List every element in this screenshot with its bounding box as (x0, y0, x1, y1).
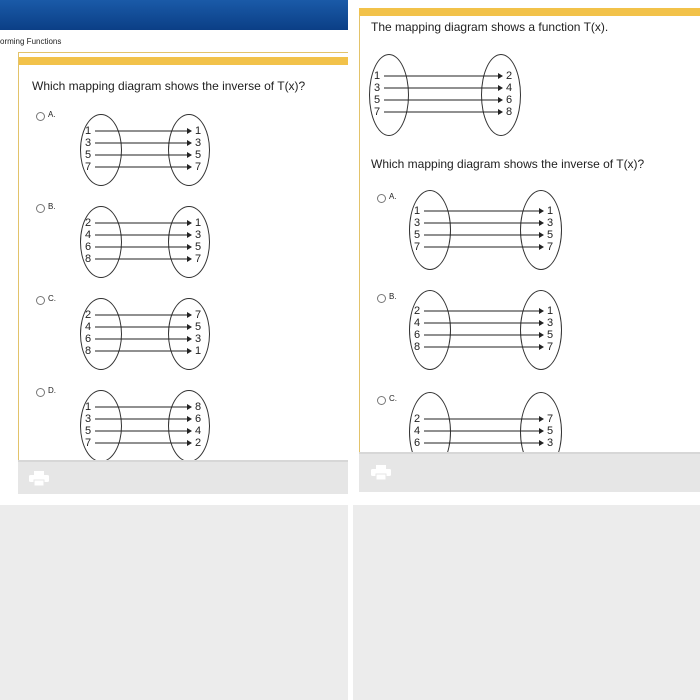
domain-value: 2 (413, 304, 421, 317)
arrow-head (498, 109, 503, 115)
domain-value: 4 (84, 320, 92, 333)
toolbar-footer (359, 452, 700, 492)
domain-value: 3 (84, 412, 92, 425)
arrow-head (498, 85, 503, 91)
range-value: 1 (194, 216, 202, 229)
range-value: 7 (546, 240, 554, 253)
range-value: 8 (505, 105, 513, 118)
domain-value: 1 (84, 400, 92, 413)
arrow-head (187, 428, 192, 434)
mapping-arrows (0, 200, 218, 282)
domain-value: 4 (413, 316, 421, 329)
range-value: 1 (546, 304, 554, 317)
mapping-arrows (0, 108, 218, 190)
arrow-head (187, 164, 192, 170)
domain-value: 5 (84, 148, 92, 161)
printer-icon[interactable] (371, 465, 391, 480)
arrow-head (539, 220, 544, 226)
domain-value: 7 (413, 240, 421, 253)
arrow-head (539, 332, 544, 338)
arrow-head (187, 404, 192, 410)
range-value: 3 (194, 136, 202, 149)
left-screenshot (0, 0, 348, 505)
arrow-head (539, 416, 544, 422)
arrow-head (187, 128, 192, 134)
arrow-head (187, 220, 192, 226)
arrow-head (539, 308, 544, 314)
range-value: 5 (546, 328, 554, 341)
arrow-head (539, 428, 544, 434)
domain-value: 6 (413, 328, 421, 341)
question-text: Which mapping diagram shows the inverse of T(x)? (371, 157, 645, 171)
arrow-head (539, 232, 544, 238)
mapping-arrows (0, 384, 218, 466)
arrow-head (187, 440, 192, 446)
range-value: 4 (194, 424, 202, 437)
arrow-head (187, 244, 192, 250)
card-accent-strip (19, 57, 348, 65)
arrow-head (539, 320, 544, 326)
toolbar-footer (18, 460, 348, 494)
domain-value: 2 (84, 308, 92, 321)
domain-value: 2 (413, 412, 421, 425)
domain-value: 7 (84, 436, 92, 449)
option-letter: C. (48, 294, 56, 303)
domain-value: 4 (84, 228, 92, 241)
range-value: 7 (546, 412, 554, 425)
range-value: 3 (194, 228, 202, 241)
mapping-arrows (353, 190, 570, 274)
range-value: 1 (194, 124, 202, 137)
mapping-arrows (0, 292, 218, 374)
arrow-head (187, 256, 192, 262)
arrow-head (539, 440, 544, 446)
range-value: 5 (546, 228, 554, 241)
range-value: 7 (546, 340, 554, 353)
option-letter: C. (389, 394, 397, 403)
domain-value: 6 (84, 332, 92, 345)
option-letter: A. (389, 192, 397, 201)
arrow-head (187, 312, 192, 318)
range-value: 5 (194, 148, 202, 161)
option-letter: B. (48, 202, 56, 211)
arrow-head (187, 416, 192, 422)
option-letter: D. (48, 386, 56, 395)
option-letter: A. (48, 110, 56, 119)
arrow-head (539, 208, 544, 214)
range-value: 7 (194, 308, 202, 321)
range-value: 7 (194, 160, 202, 173)
domain-value: 1 (413, 204, 421, 217)
domain-value: 1 (84, 124, 92, 137)
domain-value: 7 (84, 160, 92, 173)
printer-icon[interactable] (29, 471, 49, 486)
domain-value: 8 (413, 340, 421, 353)
range-value: 5 (194, 320, 202, 333)
range-value: 2 (194, 436, 202, 449)
range-value: 3 (546, 216, 554, 229)
domain-value: 3 (373, 81, 381, 94)
arrow-head (187, 140, 192, 146)
domain-value: 5 (84, 424, 92, 437)
range-value: 5 (194, 240, 202, 253)
option-letter: B. (389, 292, 397, 301)
domain-value: 5 (413, 228, 421, 241)
domain-value: 1 (373, 69, 381, 82)
mapping-arrows (353, 290, 570, 374)
arrow-head (187, 324, 192, 330)
domain-value: 6 (84, 240, 92, 253)
range-value: 5 (546, 424, 554, 437)
range-value: 3 (546, 436, 554, 449)
domain-value: 3 (84, 136, 92, 149)
intro-text: The mapping diagram shows a function T(x). (371, 20, 609, 34)
arrow-head (498, 97, 503, 103)
range-value: 1 (546, 204, 554, 217)
range-value: 3 (194, 332, 202, 345)
right-empty-area (353, 505, 700, 700)
arrow-head (498, 73, 503, 79)
left-empty-area (0, 505, 348, 700)
range-value: 7 (194, 252, 202, 265)
right-screenshot (353, 0, 700, 505)
domain-value: 6 (413, 436, 421, 449)
arrow-head (187, 152, 192, 158)
arrow-head (187, 348, 192, 354)
range-value: 4 (505, 81, 513, 94)
question-text: Which mapping diagram shows the inverse of T(x)? (32, 79, 306, 93)
range-value: 2 (505, 69, 513, 82)
domain-value: 5 (373, 93, 381, 106)
domain-value: 7 (373, 105, 381, 118)
arrow-head (539, 244, 544, 250)
range-value: 6 (194, 412, 202, 425)
range-value: 8 (194, 400, 202, 413)
app-header-bar (0, 0, 348, 30)
course-title: orming Functions (0, 37, 62, 46)
range-value: 3 (546, 316, 554, 329)
range-value: 6 (505, 93, 513, 106)
arrow-head (539, 344, 544, 350)
arrow-head (187, 232, 192, 238)
arrow-head (187, 336, 192, 342)
domain-value: 8 (84, 344, 92, 357)
domain-value: 4 (413, 424, 421, 437)
domain-value: 2 (84, 216, 92, 229)
range-value: 1 (194, 344, 202, 357)
domain-value: 8 (84, 252, 92, 265)
domain-value: 3 (413, 216, 421, 229)
